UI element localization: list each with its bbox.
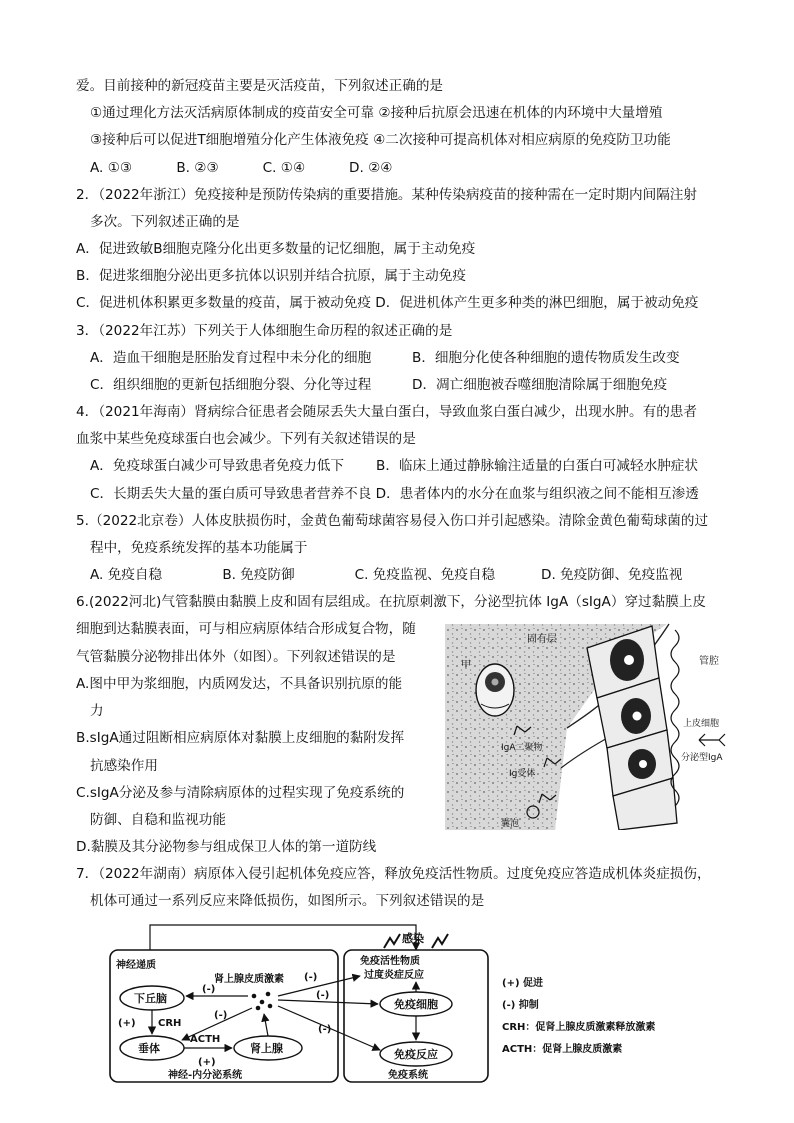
q2-stem-1: 2．（2022年浙江）免疫接种是预防传染病的重要措施。某种传染病疫苗的接种需在一定时期内间隔注射: [76, 187, 697, 203]
fig7-minus-5: (-): [318, 1024, 332, 1035]
fig7-neuro-system: 神经-内分泌系统: [168, 1070, 243, 1081]
q1-option-c: C. ①④: [262, 160, 306, 176]
q6-option-b-1: B.sIgA通过阻断相应病原体对黏膜上皮细胞的黏附发挥: [76, 730, 405, 746]
q6-stem-3: 气管黏膜分泌物排出体外（如图）。下列叙述错误的是: [76, 649, 396, 665]
fig7-immune-system: 免疫系统: [388, 1070, 428, 1081]
q7-stem-1: 7．（2022年湖南）病原体入侵引起机体免疫应答，释放免疫活性物质。过度免疫应答造成机体炎症损伤，: [76, 866, 711, 882]
q1-options: [90, 158, 392, 178]
plasma-cell-jia: [476, 664, 514, 716]
q3-option-d: D．凋亡细胞被吞噬细胞清除属于细胞免疫: [412, 377, 668, 393]
q3-option-a: A．造血干细胞是胚胎发育过程中未分化的细胞: [90, 350, 372, 366]
q2-option-cd: C．促进机体积累更多数量的疫苗，属于被动免疫 D．促进机体产生更多种类的淋巴细胞，属于被动免疫: [76, 295, 699, 311]
q5-stem-2: 程中，免疫系统发挥的基本功能属于: [90, 540, 308, 556]
fig7-minus-1: (-): [202, 984, 216, 995]
fig7-minus-4: (-): [316, 990, 330, 1001]
fig7-immune-response: 免疫反应: [394, 1048, 438, 1061]
regulation-figure: [98, 920, 728, 1086]
q1-statement-1: ①通过理化方法灭活病原体制成的疫苗安全可靠 ②接种后抗原会迅速在机体的内环境中大量增殖: [90, 105, 663, 121]
q1-stem: 爱。目前接种的新冠疫苗主要是灭活疫苗，下列叙述正确的是: [76, 78, 444, 94]
fig6-secreted-label: 分泌型IgA: [681, 753, 723, 763]
q4-stem-2: 血浆中某些免疫球蛋白也会减少。下列有关叙述错误的是: [76, 431, 416, 447]
fig6-vesicle-label: 囊泡: [501, 819, 520, 829]
q6-option-d: D.黏膜及其分泌物参与组成保卫人体的第一道防线: [76, 839, 377, 855]
fig7-adrenal: 肾上腺: [250, 1042, 283, 1055]
fig6-jia-label: 甲: [461, 660, 471, 671]
q2-option-a: A．促进致敏B细胞克隆分化出更多数量的记忆细胞，属于主动免疫: [76, 241, 476, 257]
q7-stem-2: 机体可通过一系列反应来降低损伤，如图所示。下列叙述错误的是: [90, 893, 485, 909]
q5-stem-1: 5.（2022北京卷）人体皮肤损伤时，金黄色葡萄球菌容易侵入伤口并引起感染。清除金黄色葡萄球菌的过: [76, 513, 709, 529]
q1-statement-2: ③接种后可以促进T细胞增殖分化产生体液免疫 ④二次接种可提高机体对相应病原的免疫防卫功能: [90, 132, 671, 148]
q5-option-d: D. 免疫防御、免疫监视: [540, 567, 683, 583]
q6-option-c-2: 防御、自稳和监视功能: [90, 812, 226, 828]
fig7-hypothalamus: 下丘脑: [134, 992, 167, 1005]
q3-stem: 3．（2022年江苏）下列关于人体细胞生命历程的叙述正确的是: [76, 323, 453, 339]
q5-option-a: A. 免疫自稳: [90, 567, 163, 583]
fig7-legend-crh: CRH：促肾上腺皮质激素释放激素: [502, 1022, 656, 1033]
q6-option-c-1: C.sIgA分泌及参与清除病原体的过程实现了免疫系统的: [76, 785, 405, 801]
fig7-legend-plus: (+) 促进: [502, 978, 544, 989]
fig6-layer-label: 固有层: [527, 634, 557, 645]
fig7-minus-2: (-): [214, 1010, 228, 1021]
q3-option-c: C．组织细胞的更新包括细胞分裂、分化等过程: [90, 377, 372, 393]
fig6-epi-label: 上皮细胞: [683, 719, 720, 729]
q6-option-a-2: 力: [90, 703, 104, 719]
fig7-plus-2: (+): [198, 1057, 216, 1068]
q6-stem-2: 细胞到达黏膜表面，可与相应病原体结合形成复合物，随: [76, 621, 416, 637]
fig6-dimer-label: IgA二聚物: [501, 743, 543, 753]
q4-option-a: A．免疫球蛋白减少可导致患者免疫力低下: [90, 458, 344, 474]
q5-options: [90, 565, 682, 585]
fig7-neurotransmitter: 神经递质: [116, 960, 156, 971]
fig7-plus-1: (+): [118, 1018, 136, 1029]
fig6-lumen-label: 管腔: [699, 656, 719, 667]
fig6-receptor-label: Ig受体: [509, 769, 536, 779]
q4-option-cd: C．长期丢失大量的蛋白质可导致患者营养不良 D．患者体内的水分在血浆与组织液之间不能相互渗透: [90, 486, 699, 502]
fig7-hormone: 肾上腺皮质激素: [214, 974, 284, 985]
q6-stem-1: 6.(2022河北)气管黏膜由黏膜上皮和固有层组成。在抗原刺激下，分泌型抗体 IgA（sIgA）穿过黏膜上皮: [76, 594, 707, 610]
q6-option-b-2: 抗感染作用: [90, 758, 158, 774]
q1-option-b: B. ②③: [176, 160, 219, 176]
q6-option-a-1: A.图中甲为浆细胞，内质网发达，不具备识别抗原的能: [76, 676, 403, 692]
q5-option-c: C. 免疫监视、免疫自稳: [354, 567, 496, 583]
fig7-immune-cell: 免疫细胞: [394, 998, 438, 1011]
q5-option-b: B. 免疫防御: [222, 567, 295, 583]
q1-option-d: D. ②④: [348, 160, 393, 176]
q4-stem-1: 4．（2021年海南）肾病综合征患者会随尿丢失大量白蛋白，导致血浆白蛋白减少，出现水肿。有的患者: [76, 404, 697, 420]
q2-stem-2: 多次。下列叙述正确的是: [90, 214, 240, 230]
fig7-inflammation: 过度炎症反应: [364, 970, 424, 981]
fig7-infection: 感染: [402, 932, 424, 945]
fig7-pituitary: 垂体: [138, 1042, 160, 1055]
fig7-legend-acth: ACTH：促肾上腺皮质激素: [502, 1044, 623, 1055]
fig7-legend-minus: (-) 抑制: [502, 1000, 539, 1011]
fig7-acth: ACTH: [190, 1034, 221, 1045]
q2-option-b: B．促进浆细胞分泌出更多抗体以识别并结合抗原，属于主动免疫: [76, 268, 466, 284]
q3-option-b: B．细胞分化使各种细胞的遗传物质发生改变: [412, 350, 680, 366]
fig7-active-substance: 免疫活性物质: [360, 956, 420, 967]
fig7-minus-3: (-): [304, 972, 318, 983]
q1-option-a: A. ①③: [90, 160, 133, 176]
q4-option-b: B．临床上通过静脉输注适量的白蛋白可减轻水肿症状: [376, 458, 698, 474]
fig7-crh: CRH: [158, 1018, 182, 1029]
mucosa-figure: [437, 618, 749, 830]
